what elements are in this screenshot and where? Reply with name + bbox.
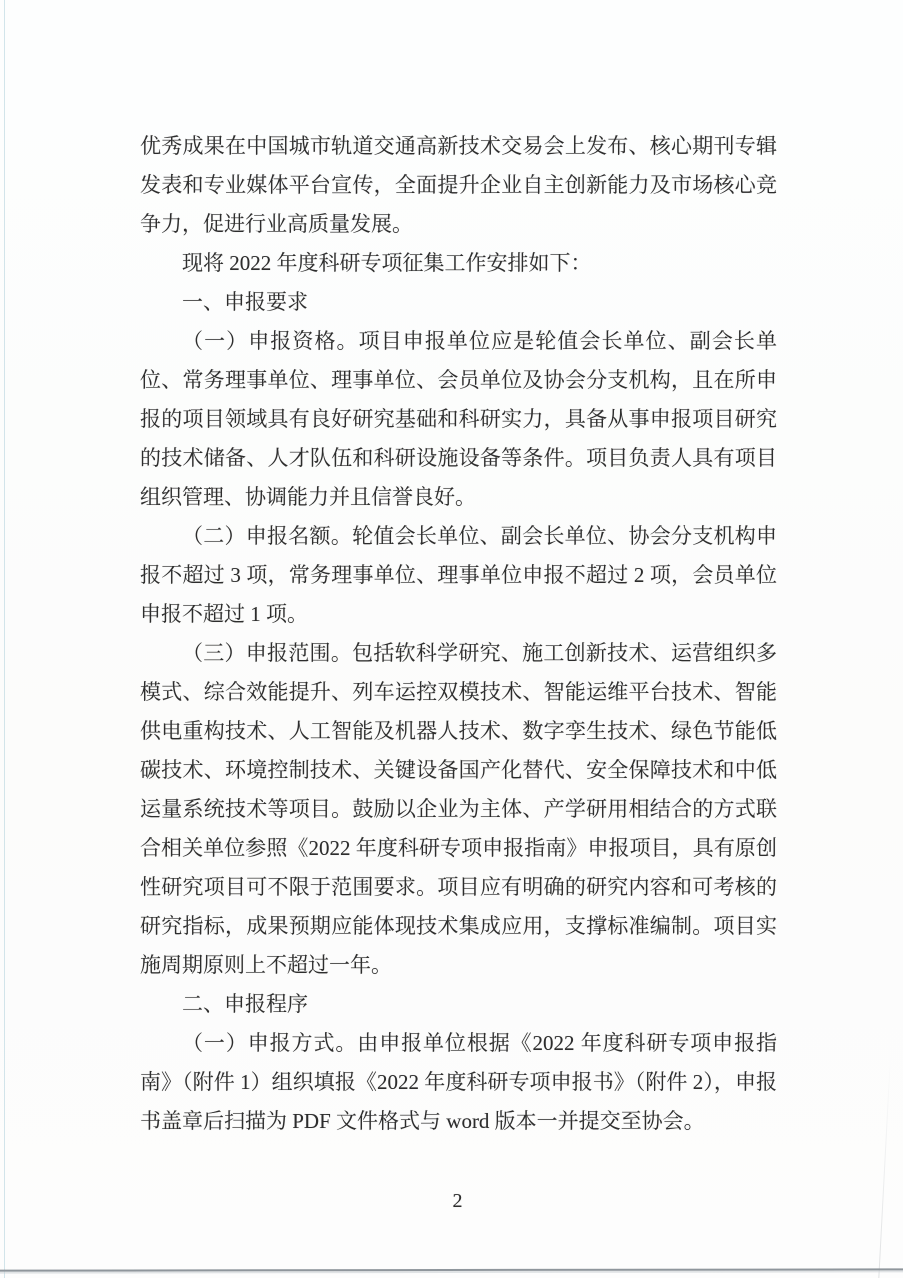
section-heading-application-procedure: 二、申报程序 (182, 992, 308, 1016)
paragraph-application-quota: （二）申报名额。轮值会长单位、副会长单位、协会分支机构申报不超过 3 项，常务理事单位、理事单位申报不超过 2 项，会员单位申报不超过 1 项。 (140, 524, 777, 626)
paragraph-intro: 现将 2022 年度科研专项征集工作安排如下： (182, 251, 592, 275)
page-right-edge-shadow (877, 1055, 891, 1278)
document-body (140, 127, 777, 1141)
paragraph-continuation: 优秀成果在中国城市轨道交通高新技术交易会上发布、核心期刊专辑发表和专业媒体平台宣传，全面提升企业自主创新能力及市场核心竞争力，促进行业高质量发展。 (140, 134, 777, 236)
page-number: 2 (452, 1190, 463, 1212)
paragraph-application-qualification: （一）申报资格。项目申报单位应是轮值会长单位、副会长单位、常务理事单位、理事单位、会员单位及协会分支机构，且在所申报的项目领域具有良好研究基础和科研实力，具备从事申报项目研究的技术储备、人才队伍和科研设施设备等条件。项目负责人具有项目组织管理、协调能力并且信誉良好。 (140, 329, 777, 509)
section-heading-application-requirements: 一、申报要求 (182, 290, 308, 314)
paragraph-application-method: （一）申报方式。由申报单位根据《2022 年度科研专项申报指南》（附件 1）组织填报《2022 年度科研专项申报书》（附件 2），申报书盖章后扫描为 PDF 文件格式与 word 版本一并提交至协会。 (140, 1031, 777, 1133)
page-left-edge-line (4, 0, 5, 1278)
paragraph-application-scope: （三）申报范围。包括软科学研究、施工创新技术、运营组织多模式、综合效能提升、列车运控双模技术、智能运维平台技术、智能供电重构技术、人工智能及机器人技术、数字孪生技术、绿色节能低碳技术、环境控制技术、关键设备国产化替代、安全保障技术和中低运量系统技术等项目。鼓励以企业为主体、产学研用相结合的方式联合相关单位参照《2022 年度科研专项申报指南》申报项目，具有原创性研究项目可不限于范围要求。项目应有明确的研究内容和可考核的研究指标，成果预期应能体现技术集成应用，支撑标准编制。项目实施周期原则上不超过一年。 (140, 641, 777, 977)
page-bottom-edge-line (0, 1268, 903, 1271)
